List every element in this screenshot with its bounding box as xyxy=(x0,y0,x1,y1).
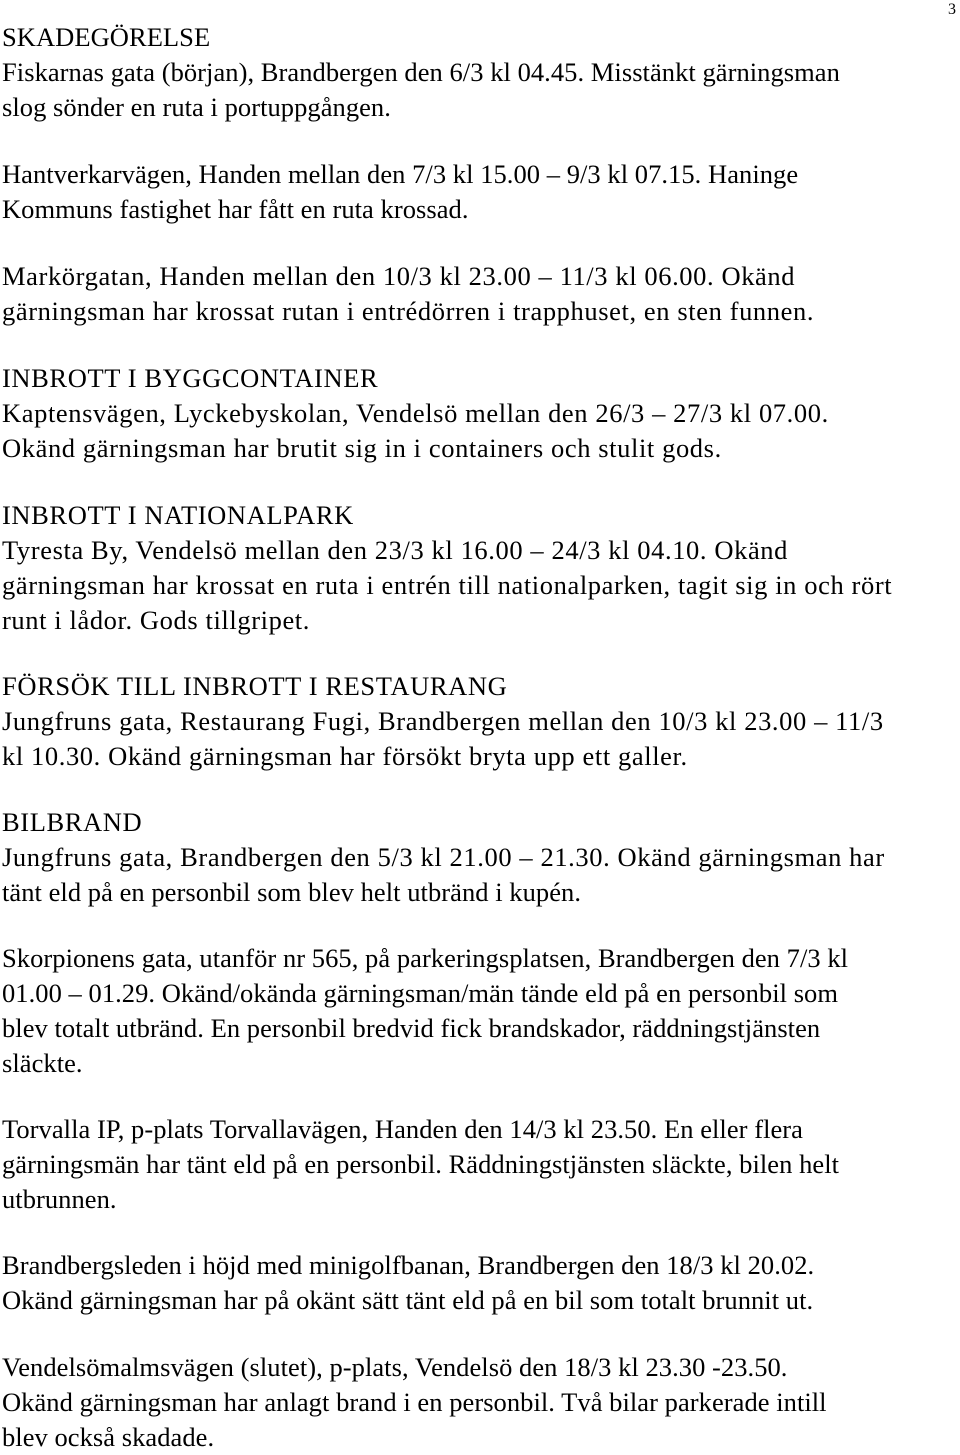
report-line: Tyresta By, Vendelsö mellan den 23/3 kl 16.00 – 24/3 kl 04.10. Okänd xyxy=(2,535,789,565)
report-line: Jungfruns gata, Restaurang Fugi, Brandbergen mellan den 10/3 kl 23.00 – 11/3 xyxy=(2,706,884,736)
report-line: Markörgatan, Handen mellan den 10/3 kl 23.00 – 11/3 kl 06.00. Okänd xyxy=(2,261,796,291)
report-block xyxy=(2,157,952,227)
report-line: Okänd gärningsman har brutit sig in i containers och stulit gods. xyxy=(2,433,722,463)
report-line: släckte. xyxy=(2,1048,83,1078)
report-line: runt i lådor. Gods tillgripet. xyxy=(2,605,310,635)
report-block-inbrott-nationalpark xyxy=(2,498,952,638)
section-heading: INBROTT I BYGGCONTAINER xyxy=(2,363,379,393)
report-line: blev totalt utbränd. En personbil bredvid fick brandskador, räddningstjänsten xyxy=(2,1013,821,1043)
report-line: Torvalla IP, p-plats Torvallavägen, Handen den 14/3 kl 23.50. En eller flera xyxy=(2,1114,803,1144)
report-block xyxy=(2,1248,952,1318)
report-line: gärningsmän har tänt eld på en personbil. Räddningstjänsten släckte, bilen helt xyxy=(2,1149,840,1179)
report-block-bilbrand xyxy=(2,805,952,910)
report-block xyxy=(2,941,952,1081)
report-line: Vendelsömalmsvägen (slutet), p-plats, Vendelsö den 18/3 kl 23.30 -23.50. xyxy=(2,1352,788,1382)
report-block-skadegorelse xyxy=(2,20,952,125)
report-block xyxy=(2,1112,952,1217)
section-heading: BILBRAND xyxy=(2,807,143,837)
report-line: Okänd gärningsman har på okänt sätt tänt eld på en bil som totalt brunnit ut. xyxy=(2,1285,814,1315)
report-line: utbrunnen. xyxy=(2,1184,117,1214)
report-line: Okänd gärningsman har anlagt brand i en personbil. Två bilar parkerade intill xyxy=(2,1387,827,1417)
report-line: tänt eld på en personbil som blev helt utbränd i kupén. xyxy=(2,877,581,907)
report-block xyxy=(2,259,952,329)
report-line: kl 10.30. Okänd gärningsman har försökt bryta upp ett galler. xyxy=(2,741,688,771)
report-line: blev också skadade. xyxy=(2,1422,215,1452)
report-line: Skorpionens gata, utanför nr 565, på parkeringsplatsen, Brandbergen den 7/3 kl xyxy=(2,943,849,973)
report-line: Hantverkarvägen, Handen mellan den 7/3 kl 15.00 – 9/3 kl 07.15. Haninge xyxy=(2,159,799,189)
report-line: Jungfruns gata, Brandbergen den 5/3 kl 21.00 – 21.30. Okänd gärningsman har xyxy=(2,842,885,872)
report-line: Fiskarnas gata (början), Brandbergen den 6/3 kl 04.45. Misstänkt gärningsman xyxy=(2,57,840,87)
report-line: 01.00 – 01.29. Okänd/okända gärningsman/män tände eld på en personbil som xyxy=(2,978,839,1008)
report-line: Kommuns fastighet har fått en ruta krossad. xyxy=(2,194,469,224)
report-block xyxy=(2,1350,952,1455)
report-line: gärningsman har krossat en ruta i entrén till nationalparken, tagit sig in och rört xyxy=(2,570,893,600)
report-line: Kaptensvägen, Lyckebyskolan, Vendelsö mellan den 26/3 – 27/3 kl 07.00. xyxy=(2,398,829,428)
report-block-forsok-inbrott-restaurang xyxy=(2,669,952,774)
section-heading: FÖRSÖK TILL INBROTT I RESTAURANG xyxy=(2,671,508,701)
report-line: Brandbergsleden i höjd med minigolfbanan, Brandbergen den 18/3 kl 20.02. xyxy=(2,1250,815,1280)
section-heading: INBROTT I NATIONALPARK xyxy=(2,500,354,530)
page-number: 3 xyxy=(948,1,956,18)
report-block-inbrott-byggcontainer xyxy=(2,361,952,466)
report-line: gärningsman har krossat rutan i entrédörren i trapphuset, en sten funnen. xyxy=(2,296,815,326)
section-heading: SKADEGÖRELSE xyxy=(2,22,211,52)
report-line: slog sönder en ruta i portuppgången. xyxy=(2,92,391,122)
